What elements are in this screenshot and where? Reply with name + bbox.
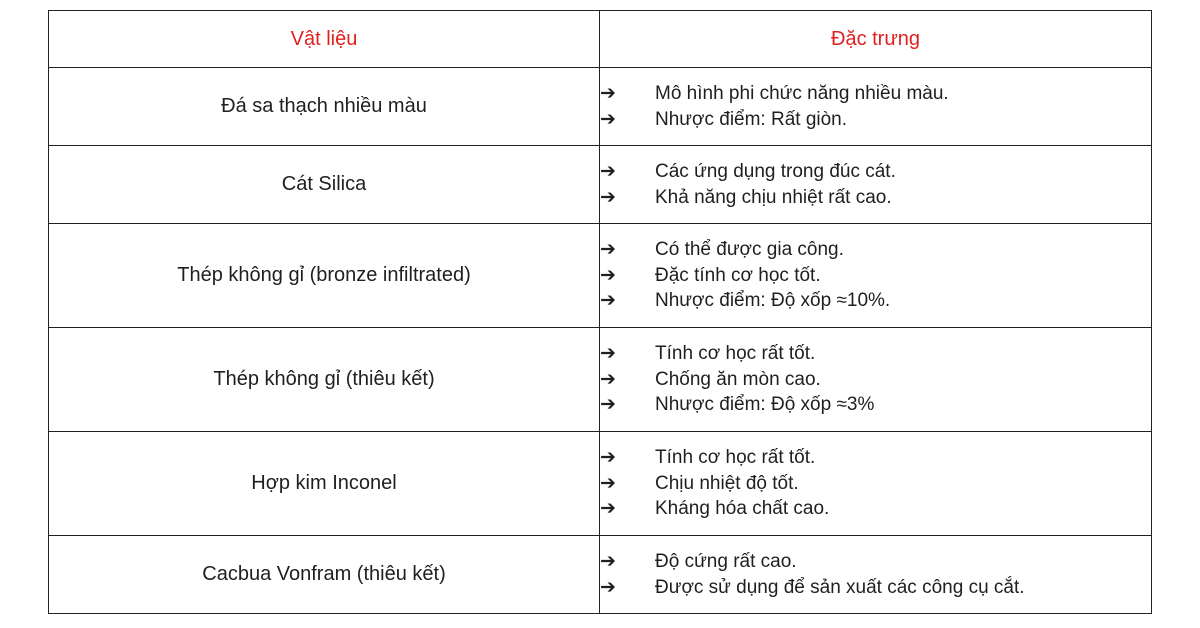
arrow-right-icon: ➔ [600,498,616,520]
material-cell: Thép không gỉ (thiêu kết) [49,328,600,432]
feature-item [600,367,1151,393]
feature-text: Khả năng chịu nhiệt rất cao. [655,186,892,208]
arrow-right-icon: ➔ [600,394,616,416]
table-body [49,68,1152,614]
features-cell [600,68,1152,146]
table-row [49,328,1152,432]
header-row [49,11,1152,68]
feature-text: Được sử dụng để sản xuất các công cụ cắt. [655,576,1025,598]
arrow-right-icon: ➔ [600,186,616,208]
arrow-right-icon: ➔ [600,290,616,312]
feature-item [600,445,1151,471]
table-row [49,68,1152,146]
table-row [49,224,1152,328]
table-row [49,432,1152,536]
feature-text: Các ứng dụng trong đúc cát. [655,161,896,182]
feature-text: Nhược điểm: Độ xốp ≈3% [655,394,875,416]
feature-item [600,263,1151,289]
arrow-right-icon: ➔ [600,368,616,390]
feature-item [600,288,1151,314]
material-cell: Hợp kim Inconel [49,432,600,536]
feature-text: Độ cứng rất cao. [655,551,797,572]
features-cell [600,328,1152,432]
arrow-right-icon: ➔ [600,576,616,598]
feature-item [600,341,1151,367]
material-cell: Cát Silica [49,146,600,224]
feature-text: Nhược điểm: Độ xốp ≈10%. [655,290,891,312]
feature-text: Nhược điểm: Rất giòn. [655,108,848,130]
header-features: Đặc trưng [600,11,1152,68]
arrow-right-icon: ➔ [600,239,616,261]
feature-text: Chống ăn mòn cao. [655,368,821,390]
feature-item [600,549,1151,575]
feature-text: Đặc tính cơ học tốt. [655,264,821,286]
features-cell [600,146,1152,224]
feature-text: Chịu nhiệt độ tốt. [655,472,799,494]
feature-text: Kháng hóa chất cao. [655,498,830,520]
feature-text: Mô hình phi chức năng nhiều màu. [655,83,949,104]
features-cell [600,224,1152,328]
materials-table [48,10,1152,614]
feature-item [600,159,1151,185]
feature-item [600,392,1151,418]
feature-item [600,471,1151,497]
arrow-right-icon: ➔ [600,161,616,182]
material-cell: Đá sa thạch nhiều màu [49,68,600,146]
features-cell [600,432,1152,536]
feature-item [600,496,1151,522]
arrow-right-icon: ➔ [600,551,616,572]
feature-item [600,185,1151,211]
feature-item [600,81,1151,107]
feature-text: Tính cơ học rất tốt. [655,447,816,469]
material-cell: Cacbua Vonfram (thiêu kết) [49,536,600,614]
feature-item [600,237,1151,263]
arrow-right-icon: ➔ [600,83,616,104]
feature-item [600,107,1151,133]
feature-item [600,575,1151,601]
arrow-right-icon: ➔ [600,472,616,494]
material-cell: Thép không gỉ (bronze infiltrated) [49,224,600,328]
header-material: Vật liệu [49,11,600,68]
features-cell [600,536,1152,614]
arrow-right-icon: ➔ [600,343,616,365]
feature-text: Tính cơ học rất tốt. [655,343,816,365]
arrow-right-icon: ➔ [600,108,616,130]
table-row [49,146,1152,224]
table-row [49,536,1152,614]
arrow-right-icon: ➔ [600,447,616,469]
arrow-right-icon: ➔ [600,264,616,286]
feature-text: Có thể được gia công. [655,239,844,261]
